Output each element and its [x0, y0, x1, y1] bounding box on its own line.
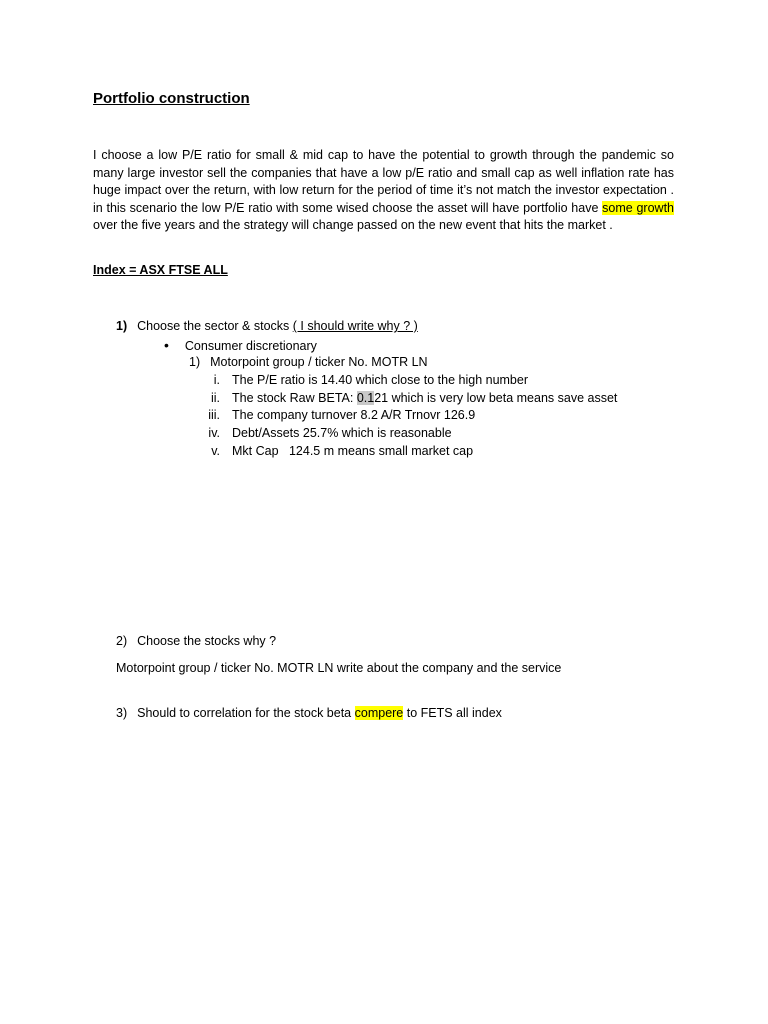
list-numeral: iii.	[208, 408, 220, 422]
sub-item-text: Motorpoint group / ticker No. MOTR LN	[210, 355, 428, 369]
section-3-number: 3)	[116, 706, 128, 720]
list-numeral: iv.	[208, 426, 220, 440]
section-1-underlined: ( I should write why ? )	[292, 319, 418, 333]
section-2-heading	[116, 634, 276, 648]
highlighted-text: compere	[354, 706, 404, 720]
list-item	[198, 426, 452, 440]
sub-item-number: 1)	[189, 355, 201, 369]
list-item	[198, 373, 528, 387]
index-line: Index = ASX FTSE ALL	[93, 263, 228, 277]
section-1-number: 1)	[116, 319, 128, 333]
section-1-text: Choose the sector & stocks	[137, 319, 293, 333]
list-text: 21 which is very low beta means save asset	[374, 391, 618, 405]
highlighted-text: some growth	[602, 200, 674, 215]
list-item	[198, 444, 473, 458]
list-text: The P/E ratio is 14.40 which close to the high number	[232, 373, 528, 387]
intro-paragraph	[93, 147, 674, 235]
list-text: Debt/Assets 25.7% which is reasonable	[232, 426, 452, 440]
section-1-heading	[116, 319, 418, 333]
list-numeral: i.	[213, 373, 220, 387]
section-3-heading	[116, 706, 502, 720]
paragraph-text-1: I choose a low P/E ratio for small & mid cap to have the potential to growth through the pandemic so many large investor sell the companies that have a low p/E ratio and small cap as well inflation rate has huge impact over the return, with low return for the period of time it’s not match the investor expectation . in this scenario the low P/E ratio with some wised choose the asset will have portfolio have	[93, 148, 674, 215]
section-3-text-end: to FETS all index	[403, 706, 502, 720]
page-title: Portfolio construction	[93, 90, 250, 107]
list-text: The stock Raw BETA:	[232, 391, 357, 405]
list-item	[198, 391, 617, 405]
list-numeral: ii.	[210, 391, 220, 405]
list-numeral: v.	[211, 444, 220, 458]
section-2-detail: Motorpoint group / ticker No. MOTR LN write about the company and the service	[116, 661, 562, 675]
bullet-text: Consumer discretionary	[184, 339, 317, 353]
list-text: The company turnover 8.2 A/R Trnovr 126.9	[232, 408, 476, 422]
bullet-icon: •	[164, 337, 169, 353]
bullet-item	[164, 337, 317, 353]
section-2-text: Choose the stocks why ?	[137, 634, 277, 648]
paragraph-text-2: over the five years and the strategy will change passed on the new event that hits the market .	[93, 218, 613, 233]
sub-item	[189, 355, 428, 369]
marked-text: 0.1	[356, 391, 375, 405]
section-3-text: Should to correlation for the stock beta	[137, 706, 355, 720]
list-text: Mkt Cap 124.5 m means small market cap	[232, 444, 474, 458]
list-item	[198, 408, 475, 422]
section-2-number: 2)	[116, 634, 128, 648]
